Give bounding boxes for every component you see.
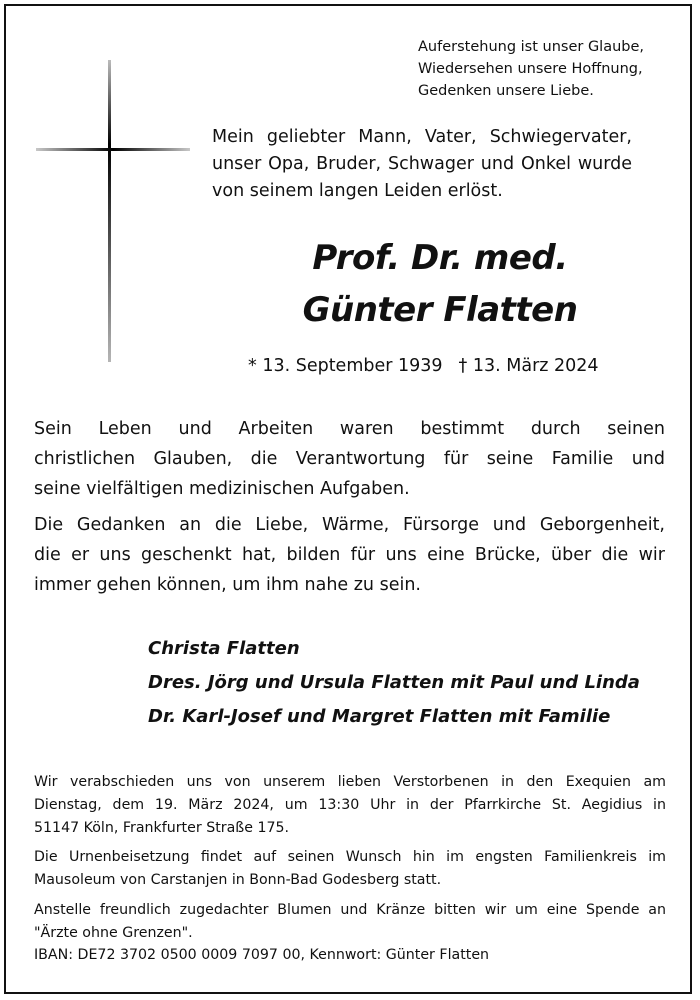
iban-info <box>34 944 666 967</box>
info-line: Dienstag, dem 19. März 2024, um 13:30 Uhr in der Pfarrkirche St. Aegidius in <box>34 797 666 813</box>
cross-vertical-beam <box>108 60 111 362</box>
death-date: † 13. März 2024 <box>458 356 599 376</box>
mourner-name: Dr. Karl-Josef und Margret Flatten mit Familie <box>148 706 611 727</box>
info-line: Wir verabschieden uns von unserem lieben Verstorbenen in den Exequien am <box>34 774 666 790</box>
motto-line: Gedenken unsere Liebe. <box>418 83 594 99</box>
tribute-line: die er uns geschenkt hat, bilden für uns eine Brücke, über die wir <box>34 545 665 565</box>
mourners-list <box>148 632 678 734</box>
donation-info <box>34 899 666 945</box>
life-dates <box>248 353 648 379</box>
iban-line: IBAN: DE72 3702 0500 0009 7097 00, Kennwort: Günter Flatten <box>34 947 490 963</box>
info-line: Die Urnenbeisetzung findet auf seinen Wunsch hin im engsten Familienkreis im <box>34 849 666 865</box>
burial-info <box>34 846 666 892</box>
mourner-name: Christa Flatten <box>148 638 300 659</box>
motto-line: Auferstehung ist unser Glaube, <box>418 39 645 55</box>
announcement-line: Mein geliebter Mann, Vater, Schwiegervater, <box>212 127 632 147</box>
tribute-paragraph-1 <box>34 414 665 504</box>
info-line: 51147 Köln, Frankfurter Straße 175. <box>34 820 290 836</box>
tribute-line: immer gehen können, um ihm nahe zu sein. <box>34 575 421 595</box>
announcement <box>212 124 632 205</box>
tribute-line: seine vielfältigen medizinischen Aufgaben. <box>34 479 410 499</box>
info-line: Mausoleum von Carstanjen in Bonn-Bad Godesberg statt. <box>34 872 442 888</box>
mourner-name: Dres. Jörg und Ursula Flatten mit Paul und Linda <box>148 672 640 693</box>
tribute-line: Sein Leben und Arbeiten waren bestimmt durch seinen <box>34 419 665 439</box>
info-line: Anstelle freundlich zugedachter Blumen und Kränze bitten wir um eine Spende an <box>34 902 666 918</box>
announcement-line: unser Opa, Bruder, Schwager und Onkel wurde <box>212 154 632 174</box>
cross-horizontal-beam <box>36 148 190 151</box>
motto-line: Wiedersehen unsere Hoffnung, <box>418 61 643 77</box>
deceased-full-name: Günter Flatten <box>302 290 578 330</box>
tribute-line: Die Gedanken an die Liebe, Wärme, Fürsorge und Geborgenheit, <box>34 515 665 535</box>
info-line: "Ärzte ohne Grenzen". <box>34 925 193 941</box>
cross-icon <box>36 60 190 362</box>
motto <box>418 36 678 102</box>
tribute-line: christlichen Glauben, die Verantwortung für seine Familie und <box>34 449 665 469</box>
deceased-title: Prof. Dr. med. <box>312 238 568 278</box>
announcement-line: von seinem langen Leiden erlöst. <box>212 181 503 201</box>
deceased-name <box>200 232 680 336</box>
birth-date: * 13. September 1939 <box>248 356 443 376</box>
funeral-service-info <box>34 771 666 840</box>
tribute-paragraph-2 <box>34 510 665 600</box>
